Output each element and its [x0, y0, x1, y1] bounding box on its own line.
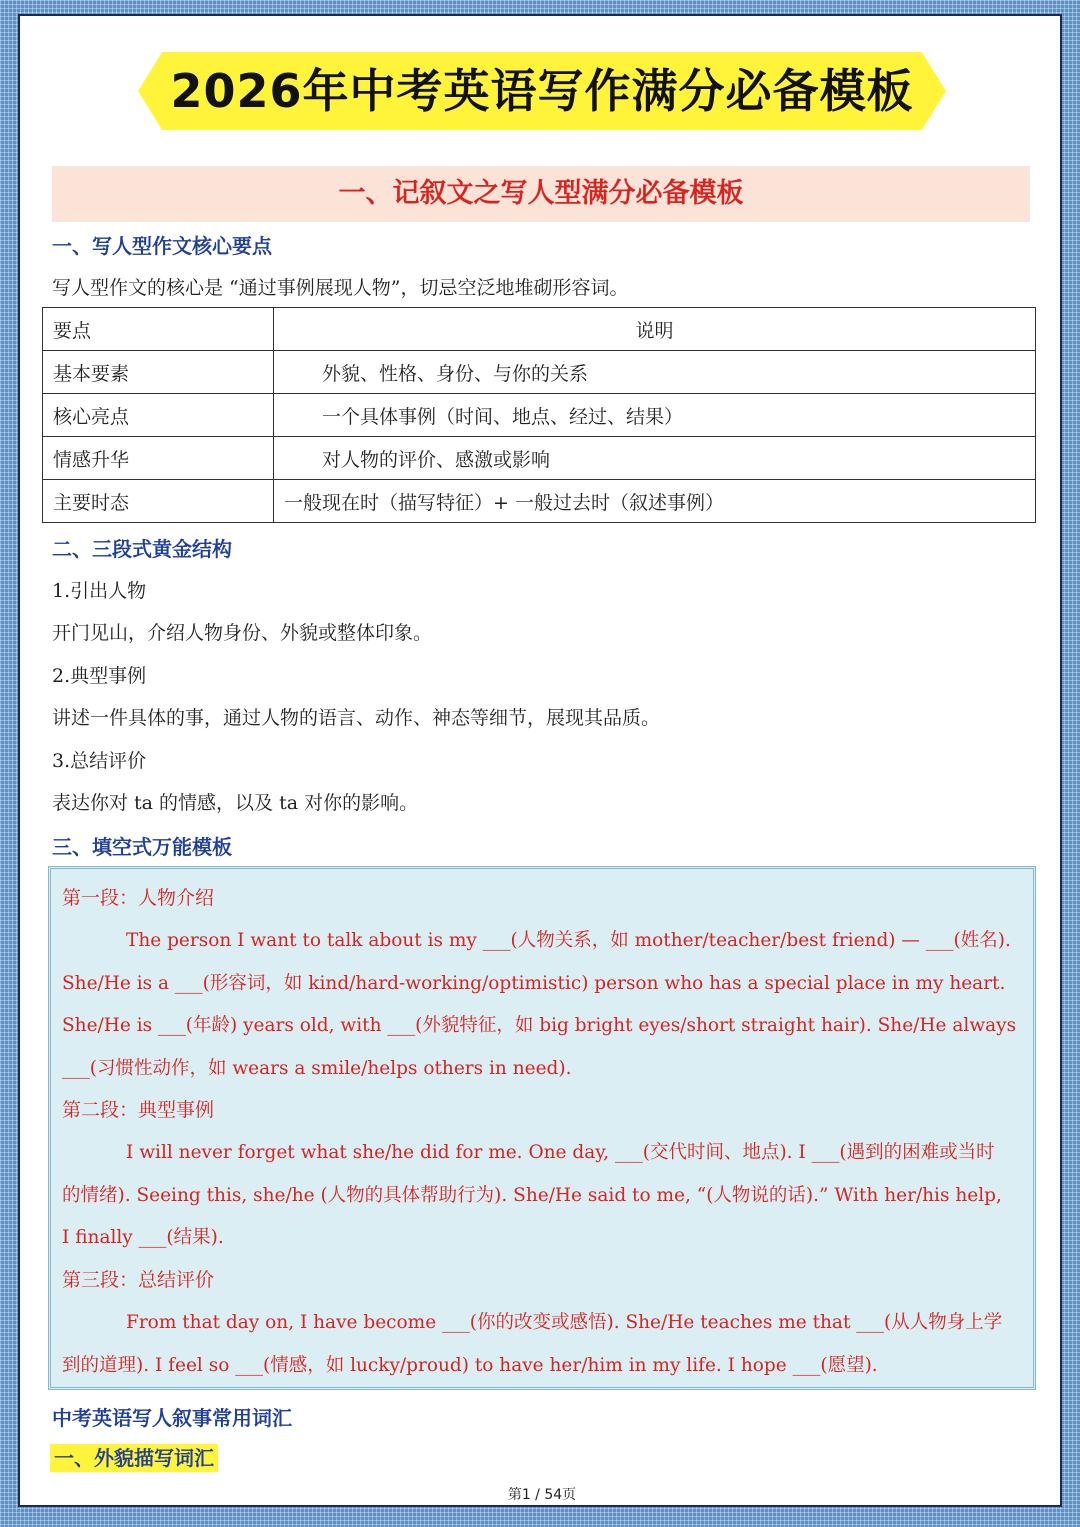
- table-row: [43, 394, 1036, 437]
- table-cell: 对人物的评价、感激或影响: [274, 437, 1036, 480]
- table-header-cell: 说明: [274, 308, 1036, 351]
- table-header-cell: 要点: [43, 308, 274, 351]
- section-banner-title: 一、记叙文之写人型满分必备模板: [338, 178, 744, 209]
- paragraph-label: 第三段：总结评价: [62, 1269, 215, 1291]
- template-line: She/He is a ___(形容词，如 kind/hard-working/optimistic) person who has a special place in my heart.: [62, 973, 1006, 994]
- part1-intro: 写人型作文的核心是 “通过事例展现人物”，切忌空泛地堆砌形容词。: [52, 277, 629, 299]
- structure-item-desc: 讲述一件具体的事，通过人物的语言、动作、神态等细节，展现其品质。: [52, 707, 661, 729]
- paragraph-label: 第一段：人物介绍: [62, 887, 215, 909]
- structure-item-title: 3.总结评价: [52, 750, 147, 772]
- structure-item-desc: 开门见山，介绍人物身份、外貌或整体印象。: [52, 622, 433, 644]
- template-line: I finally ___(结果).: [62, 1227, 224, 1248]
- table-cell: 基本要素: [43, 351, 274, 394]
- template-line: I will never forget what she/he did for me. One day, ___(交代时间、地点). I ___(遇到的困难或当时: [126, 1142, 995, 1163]
- part1-heading: 一、写人型作文核心要点: [52, 234, 272, 258]
- table-cell: 一个具体事例（时间、地点、经过、结果）: [274, 394, 1036, 437]
- template-line: She/He is ___(年龄) years old, with ___(外貌特征，如 big bright eyes/short straight hair). She/He always: [62, 1015, 1017, 1036]
- template-line: The person I want to talk about is my ___(人物关系，如 mother/teacher/best friend) — ___(姓名).: [126, 930, 1011, 951]
- table-cell: 核心亮点: [43, 394, 274, 437]
- vocab-section-title: 中考英语写人叙事常用词汇: [52, 1406, 292, 1430]
- table-row: [43, 480, 1036, 523]
- key-points-table: [42, 307, 1036, 523]
- page-number: 第1 / 54页: [507, 1487, 577, 1503]
- template-line: 的情绪). Seeing this, she/he (人物的具体帮助行为). She/He said to me, “(人物说的话).” With her/his help,: [62, 1185, 1002, 1206]
- part2-heading: 二、三段式黄金结构: [52, 537, 232, 561]
- table-cell: 情感升华: [43, 437, 274, 480]
- table-cell: 主要时态: [43, 480, 274, 523]
- template-line: From that day on, I have become ___(你的改变或感悟). She/He teaches me that ___(从人物身上学: [126, 1312, 1003, 1333]
- paragraph-label: 第二段：典型事例: [62, 1099, 215, 1121]
- structure-item-desc: 表达你对 ta 的情感，以及 ta 对你的影响。: [52, 792, 419, 814]
- template-line: ___(习惯性动作，如 wears a smile/helps others in need).: [62, 1058, 572, 1079]
- table-row: [43, 351, 1036, 394]
- table-header-row: [43, 308, 1036, 351]
- table-cell: 外貌、性格、身份、与你的关系: [274, 351, 1036, 394]
- structure-item-title: 2.典型事例: [52, 665, 147, 687]
- template-line: 到的道理). I feel so ___(情感，如 lucky/proud) to have her/him in my life. I hope ___(愿望).: [62, 1355, 878, 1376]
- part3-heading: 三、填空式万能模板: [52, 835, 232, 859]
- table-row: [43, 437, 1036, 480]
- document-page: [18, 14, 1062, 1507]
- page-title: 2026年中考英语写作满分必备模板: [170, 64, 914, 118]
- vocab-subheading: 一、外貌描写词汇: [50, 1444, 218, 1472]
- table-cell: 一般现在时（描写特征）+ 一般过去时（叙述事例）: [274, 480, 1036, 523]
- structure-item-title: 1.引出人物: [52, 580, 147, 602]
